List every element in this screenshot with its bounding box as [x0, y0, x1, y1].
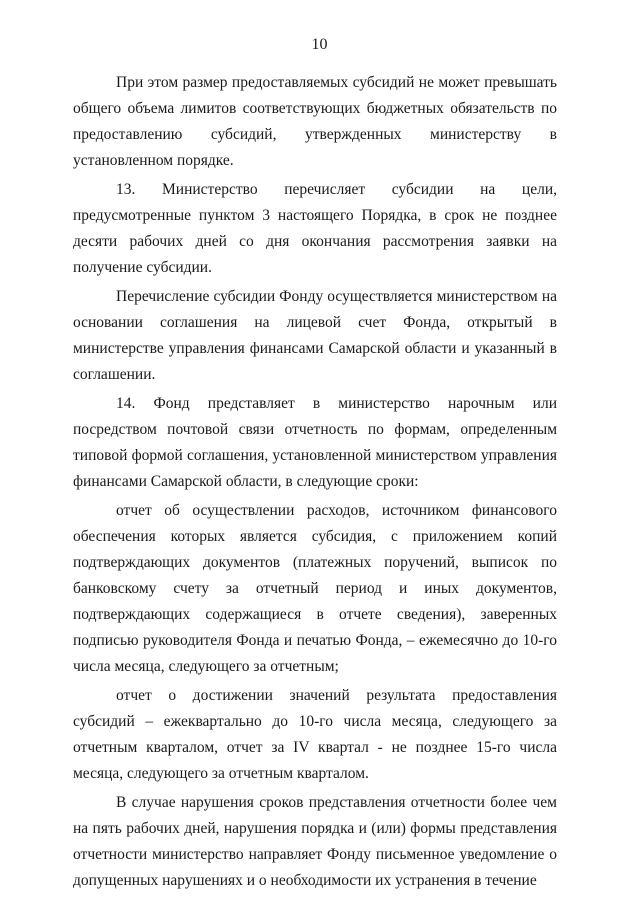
- paragraph-transfer-to-fund: Перечисление субсидии Фонду осуществляется министерством на основании соглашения на лицевой счет Фонда, открытый в министерстве управления финансами Самарской области и указанный в соглашении.: [73, 288, 557, 383]
- paragraph-clause-14: 14. Фонд представляет в министерство нарочным или посредством почтовой связи отчетность по формам, определенным типовой формой соглашения, установленной министерством управления финансами Самарской области, в следующие сроки:: [73, 395, 557, 490]
- paragraph-clause-13: 13. Министерство перечисляет субсидии на цели, предусмотренные пунктом 3 настоящего Порядка, в срок не позднее десяти рабочих дней со дня окончания рассмотрения заявки на получение субсидии.: [73, 181, 557, 276]
- paragraph-violation-notice: В случае нарушения сроков представления отчетности более чем на пять рабочих дней, нарушения порядка и (или) формы представления отчетности министерство направляет Фонду письменное уведомление о допущенных нарушениях и о необходимости их устранения в течение: [73, 794, 557, 889]
- paragraph-result-report: отчет о достижении значений результата предоставления субсидий – ежеквартально до 10-го числа месяца, следующего за отчетным кварталом, отчет за IV квартал - не позднее 15-го числа месяца, следующего за отчетным кварталом.: [73, 687, 557, 782]
- paragraph-expense-report: отчет об осуществлении расходов, источником финансового обеспечения которых является субсидия, с приложением копий подтверждающих документов (платежных поручений, выписок по банковскому счету за отчетный период и иных документов, подтверждающих содержащиеся в отчете сведения), заверенных подписью руководителя Фонда и печатью Фонда, – ежемесячно до 10-го числа месяца, следующего за отчетным;: [73, 502, 557, 675]
- paragraph-subsidy-limit: При этом размер предоставляемых субсидий не может превышать общего объема лимитов соответствующих бюджетных обязательств по предоставлению субсидий, утвержденных министерству в установленном порядке.: [73, 74, 557, 169]
- document-body: [73, 70, 557, 894]
- page-number: 10: [311, 36, 328, 53]
